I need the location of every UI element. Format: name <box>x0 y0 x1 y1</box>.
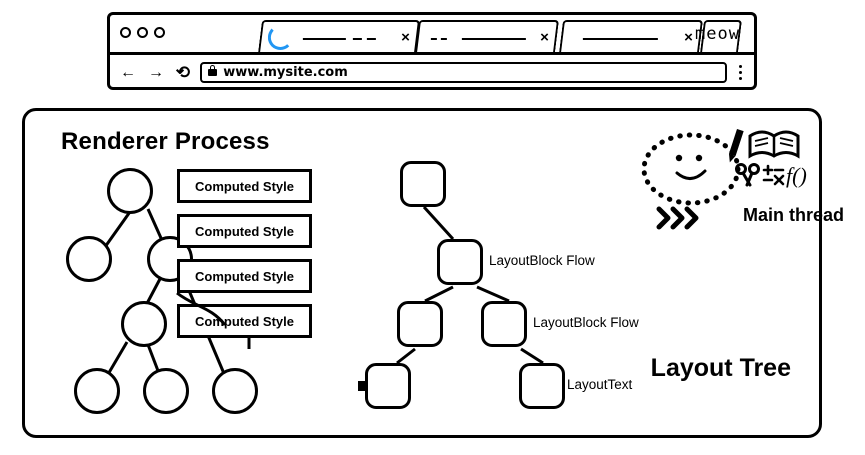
tab-third[interactable] <box>559 20 703 53</box>
layout-node-text-1 <box>365 363 411 409</box>
browser-tabbar <box>110 15 754 53</box>
main-thread-label: Main thread <box>743 205 845 225</box>
browser-brand-label: meow <box>695 24 740 44</box>
kebab-menu-icon[interactable] <box>739 65 742 80</box>
reload-icon[interactable]: ⟳ <box>176 63 191 82</box>
layout-node-block-2 <box>397 301 443 347</box>
computed-style-label: Computed Style <box>195 223 294 239</box>
tab-loading[interactable] <box>258 20 420 53</box>
window-control-maximize-icon[interactable] <box>154 27 165 38</box>
lock-icon <box>208 69 217 76</box>
layout-label-block-flow-1: LayoutBlock Flow <box>489 253 595 268</box>
browser-toolbar <box>110 55 754 90</box>
layout-node-block-3 <box>481 301 527 347</box>
tab-third-title <box>575 31 678 45</box>
layout-node-block-1 <box>437 239 483 285</box>
tab-second-title <box>431 31 534 45</box>
layout-tree-title: Layout Tree <box>650 354 791 382</box>
address-bar[interactable] <box>200 62 727 83</box>
browser-window <box>107 12 757 90</box>
window-controls[interactable] <box>120 27 165 38</box>
layout-label-text: LayoutText <box>567 377 633 392</box>
tab-second[interactable] <box>415 20 559 53</box>
window-control-minimize-icon[interactable] <box>137 27 148 38</box>
tab-third-close-icon[interactable]: × <box>684 29 693 46</box>
computed-style-label: Computed Style <box>195 313 294 329</box>
window-control-close-icon[interactable] <box>120 27 131 38</box>
back-icon[interactable]: ← <box>120 63 136 81</box>
computed-style-label: Computed Style <box>195 178 294 194</box>
address-bar-url: www.mysite.com <box>223 65 348 80</box>
page-title: Renderer Process <box>61 128 270 155</box>
tab-second-close-icon[interactable]: × <box>540 29 549 46</box>
layout-node-text-2 <box>519 363 565 409</box>
tab-loading-close-icon[interactable]: × <box>401 29 410 46</box>
computed-style-label: Computed Style <box>195 268 294 284</box>
tab-loading-title <box>299 31 395 45</box>
loading-spinner-icon <box>268 25 293 50</box>
forward-icon[interactable]: → <box>148 63 164 81</box>
layout-label-block-flow-2: LayoutBlock Flow <box>533 315 639 330</box>
layout-node-root <box>400 161 446 207</box>
renderer-process-panel <box>22 108 845 438</box>
svg-text:f(): f() <box>786 163 807 188</box>
